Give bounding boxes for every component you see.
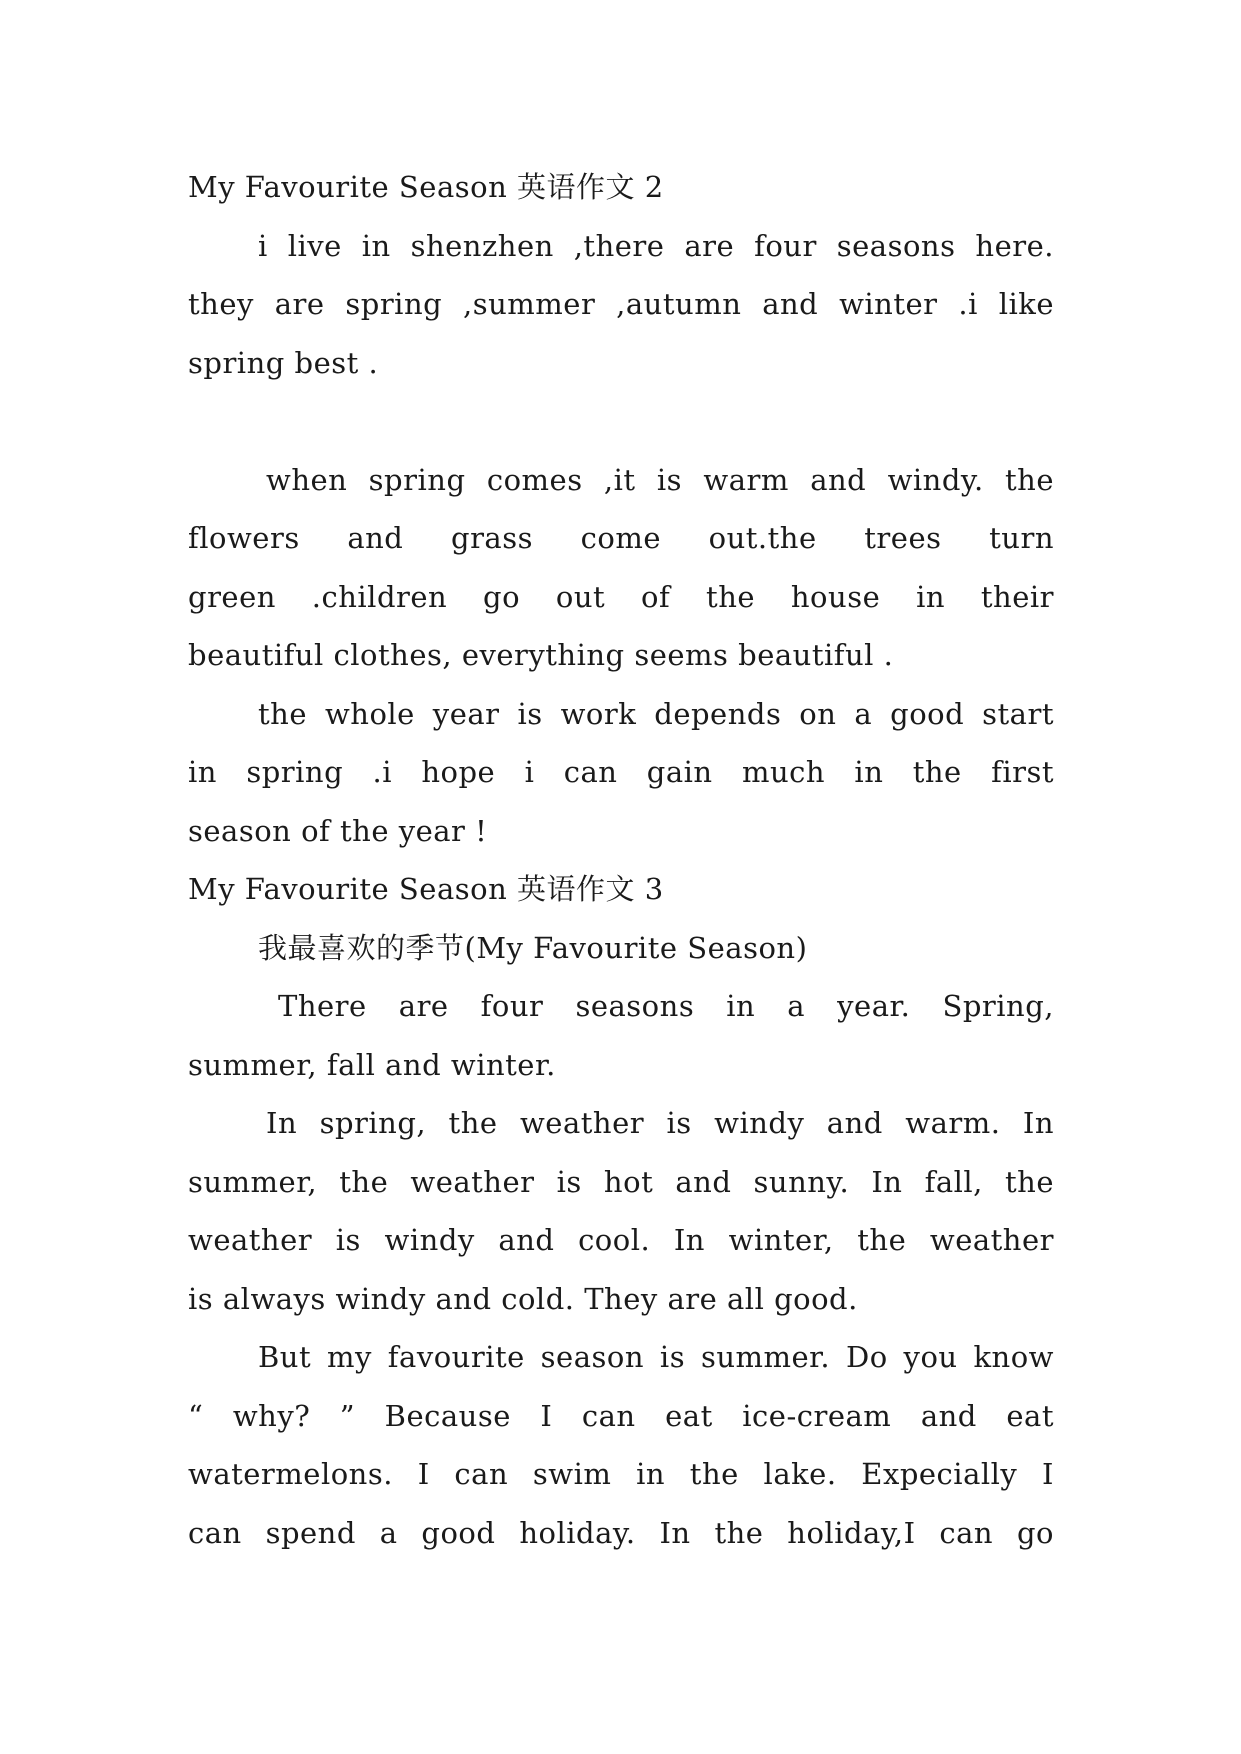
text-line: summer, fall and winter. <box>188 1047 556 1082</box>
text-line: But my favourite season is summer. Do you know <box>258 1340 1054 1374</box>
text-line: weather is windy and cool. In winter, the weather <box>188 1223 1054 1257</box>
essay-2-paragraph-1 <box>188 217 1054 393</box>
text-line: season of the year ! <box>188 813 488 848</box>
essay-2-paragraph-2 <box>188 451 1054 685</box>
essay-3-subtitle: 我最喜欢的季节(My Favourite Season) <box>258 930 808 965</box>
essay-2-heading: My Favourite Season 英语作文 2 <box>188 170 664 204</box>
essay-3-paragraph-3 <box>188 1328 1054 1562</box>
text-line: flowers and grass come out.the trees turn <box>188 521 1054 555</box>
document-page <box>188 158 1054 1562</box>
text-line: is always windy and cold. They are all good. <box>188 1281 858 1316</box>
text-line: in spring .i hope i can gain much in the first <box>188 755 1054 789</box>
text-line: green .children go out of the house in their <box>188 579 1054 614</box>
text-line: In spring, the weather is windy and warm. In <box>266 1106 1054 1140</box>
text-line: i live in shenzhen ,there are four seasons here. <box>258 228 1054 263</box>
text-line: they are spring ,summer ,autumn and winter .i like <box>188 287 1054 321</box>
essay-3-heading: My Favourite Season 英语作文 3 <box>188 872 664 906</box>
text-line: watermelons. I can swim in the lake. Expecially I <box>188 1457 1054 1491</box>
text-line: can spend a good holiday. In the holiday,I can go <box>188 1515 1054 1550</box>
text-line: beautiful clothes, everything seems beautiful . <box>188 638 894 672</box>
text-line: the whole year is work depends on a good start <box>258 696 1054 731</box>
text-line: summer, the weather is hot and sunny. In fall, the <box>188 1164 1054 1199</box>
essay-3-paragraph-1 <box>188 977 1054 1094</box>
text-line: There are four seasons in a year. Spring, <box>278 989 1054 1023</box>
essay-2-paragraph-3 <box>188 685 1054 861</box>
text-line: when spring comes ,it is warm and windy. the <box>266 462 1054 497</box>
text-line: “ why? ” Because I can eat ice-cream and eat <box>188 1398 1054 1433</box>
blank-line <box>188 392 1054 451</box>
essay-3-paragraph-2 <box>188 1094 1054 1328</box>
text-line: spring best . <box>188 345 379 380</box>
